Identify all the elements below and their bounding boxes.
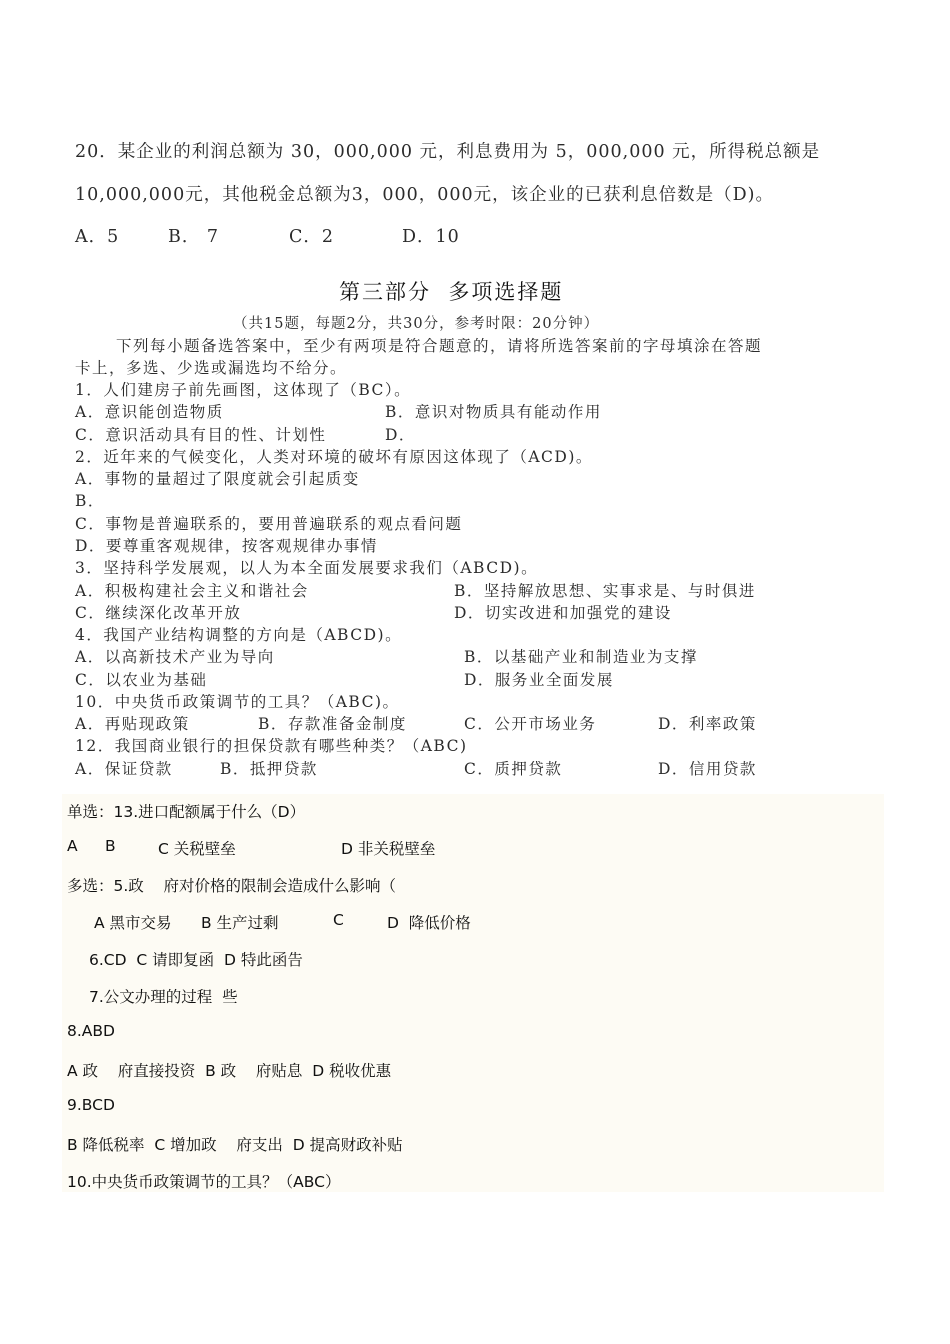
answer-5-option-b: B 生产过剩 bbox=[201, 914, 279, 932]
q1-option-a: A．意识能创造物质 bbox=[75, 403, 224, 421]
answer-line-7: 7.公文办理的过程 些 bbox=[89, 988, 238, 1006]
answer-line-9: 9.BCD bbox=[67, 1096, 115, 1114]
q10-option-a: A．再贴现政策 bbox=[75, 715, 190, 733]
answer-line-10: 10.中央货币政策调节的工具？（ABC） bbox=[67, 1173, 341, 1191]
q12-option-c: C．质押贷款 bbox=[464, 760, 563, 778]
section-intro-line2: 卡上，多选、少选或漏选均不给分。 bbox=[75, 359, 348, 377]
q20-option-b: B． 7 bbox=[168, 227, 220, 247]
q4-option-c: C．以农业为基础 bbox=[75, 671, 208, 689]
q12-option-a: A．保证贷款 bbox=[75, 760, 173, 778]
question-4: 4．我国产业结构调整的方向是（ABCD)。 bbox=[75, 626, 403, 644]
answer-line-single-choice: 单选：13.进口配额属于什么（D） bbox=[67, 803, 306, 821]
q4-option-d: D．服务业全面发展 bbox=[464, 671, 614, 689]
q2-option-d: D．要尊重客观规律，按客观规律办事情 bbox=[75, 537, 378, 555]
q10-option-b: B．存款准备金制度 bbox=[258, 715, 407, 733]
section-title: 第三部分 多项选择题 bbox=[339, 280, 564, 304]
answer-option-d: D 非关税壁垒 bbox=[341, 840, 436, 858]
q1-option-b: B．意识对物质具有能动作用 bbox=[385, 403, 602, 421]
q20-line1: 20．某企业的利润总额为 30，000,000 元，利息费用为 5，000,000 元，所得税总额是 bbox=[75, 142, 821, 162]
answer-option-b: B bbox=[105, 837, 116, 855]
q4-option-a: A．以高新技术产业为导向 bbox=[75, 648, 275, 666]
q20-option-a: A．5 bbox=[75, 227, 120, 247]
answer-line-8-options: A 政 府直接投资 B 政 府贴息 D 税收优惠 bbox=[67, 1062, 392, 1080]
section-subtitle: （共15题，每题2分，共30分，参考时限：20分钟） bbox=[233, 316, 600, 332]
question-1: 1．人们建房子前先画图，这体现了（BC）。 bbox=[75, 381, 412, 399]
q1-option-d: D． bbox=[385, 426, 416, 444]
answer-5-option-d: D 降低价格 bbox=[387, 914, 471, 932]
q3-option-c: C．继续深化改革开放 bbox=[75, 604, 242, 622]
question-12: 12．我国商业银行的担保贷款有哪些种类？（ABC) bbox=[75, 737, 468, 755]
q2-option-a: A．事物的量超过了限度就会引起质变 bbox=[75, 470, 360, 488]
answer-line-6: 6.CD C 请即复函 D 特此函告 bbox=[89, 951, 303, 969]
q12-option-b: B．抵押贷款 bbox=[220, 760, 318, 778]
question-2: 2．近年来的气候变化，人类对环境的破坏有原因这体现了（ACD)。 bbox=[75, 448, 593, 466]
q1-option-c: C．意识活动具有目的性、计划性 bbox=[75, 426, 327, 444]
q10-option-d: D．利率政策 bbox=[658, 715, 757, 733]
q20-option-c: C．2 bbox=[289, 227, 335, 247]
answer-line-8: 8.ABD bbox=[67, 1022, 115, 1040]
question-3: 3．坚持科学发展观，以人为本全面发展要求我们（ABCD)。 bbox=[75, 559, 539, 577]
q10-option-c: C．公开市场业务 bbox=[464, 715, 597, 733]
q3-option-d: D．切实改进和加强党的建设 bbox=[454, 604, 672, 622]
q20-line2: 10,000,000元，其他税金总额为3，000，000元，该企业的已获利息倍数是（D)。 bbox=[75, 185, 774, 205]
q3-option-b: B．坚持解放思想、实事求是、与时俱进 bbox=[454, 582, 756, 600]
q2-option-c: C．事物是普遍联系的，要用普遍联系的观点看问题 bbox=[75, 515, 463, 533]
section-intro-line1: 下列每小题备选答案中，至少有两项是符合题意的，请将所选答案前的字母填涂在答题 bbox=[116, 337, 763, 355]
answer-option-c: C 关税壁垒 bbox=[158, 840, 236, 858]
answer-5-option-c: C bbox=[333, 911, 344, 929]
answer-option-a: A bbox=[67, 837, 78, 855]
answer-line-multi-choice: 多选：5.政 府对价格的限制会造成什么影响（ bbox=[67, 877, 396, 895]
answer-line-9-options: B 降低税率 C 增加政 府支出 D 提高财政补贴 bbox=[67, 1136, 403, 1154]
q4-option-b: B．以基础产业和制造业为支撑 bbox=[464, 648, 698, 666]
q12-option-d: D．信用贷款 bbox=[658, 760, 757, 778]
question-10: 10．中央货币政策调节的工具？（ABC)。 bbox=[75, 693, 400, 711]
q20-option-d: D．10 bbox=[402, 227, 460, 247]
answer-5-option-a: A 黑市交易 bbox=[94, 914, 172, 932]
q3-option-a: A．积极构建社会主义和谐社会 bbox=[75, 582, 309, 600]
q2-option-b: B． bbox=[75, 492, 105, 510]
